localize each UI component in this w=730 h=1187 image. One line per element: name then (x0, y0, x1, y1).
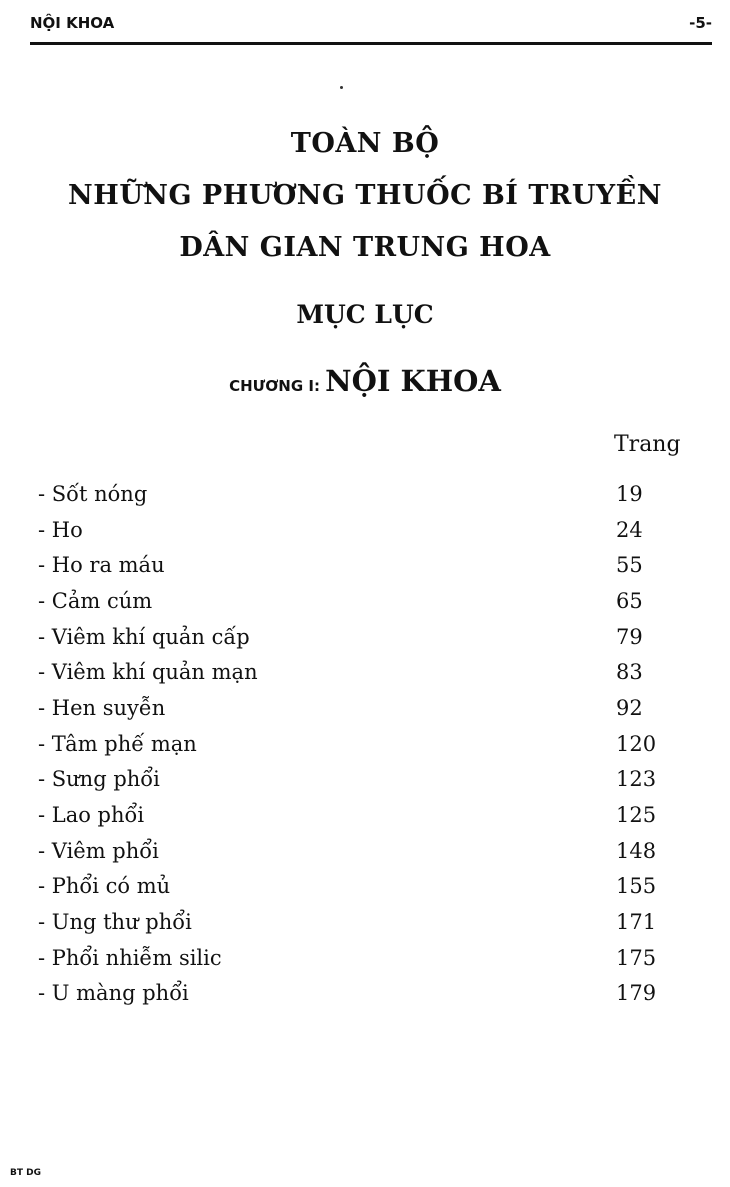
toc-page: 92 (616, 695, 643, 720)
toc-row (38, 690, 698, 726)
page-column-header: Trang (614, 432, 681, 457)
running-header (30, 8, 712, 38)
toc-page: 175 (616, 945, 657, 970)
header-page-number: -5- (689, 14, 712, 32)
title-line-3: DÂN GIAN TRUNG HOA (179, 232, 551, 263)
toc-page: 65 (616, 588, 643, 613)
toc-row (38, 654, 698, 690)
toc-row (38, 797, 698, 833)
footer-imprint: BT DG (10, 1168, 41, 1178)
title-line-2: NHỮNG PHƯƠNG THUỐC BÍ TRUYỀN (68, 180, 662, 211)
toc-row (38, 512, 698, 548)
chapter-name: NỘI KHOA (325, 364, 501, 398)
toc-page: 148 (616, 838, 657, 863)
toc-entry: - Ung thư phổi (38, 910, 192, 935)
title-line-1: TOÀN BỘ (290, 128, 440, 159)
toc-entry: - Viêm khí quản cấp (38, 624, 250, 649)
toc-page: 55 (616, 553, 643, 578)
toc-entry: - Hen suyễn (38, 695, 166, 720)
toc-row (38, 833, 698, 869)
toc-entry: - Cảm cúm (38, 588, 153, 613)
toc-page: 120 (616, 731, 657, 756)
toc-entry: - Ho (38, 517, 83, 542)
toc-row (38, 762, 698, 798)
toc-entry: - Phổi có mủ (38, 874, 171, 899)
toc-page: 24 (616, 517, 643, 542)
toc-page: 125 (616, 803, 657, 828)
toc-row (38, 869, 698, 905)
toc-page: 79 (616, 624, 643, 649)
table-of-contents-heading: MỤC LỤC (296, 300, 434, 329)
toc-entry: - Lao phổi (38, 803, 145, 828)
header-section: NỘI KHOA (30, 14, 115, 32)
toc-row (38, 904, 698, 940)
toc-row (38, 619, 698, 655)
book-title (0, 118, 730, 274)
header-rule (30, 42, 712, 45)
toc-entry: - Viêm khí quản mạn (38, 660, 258, 685)
toc-row (38, 476, 698, 512)
stray-dot (340, 86, 343, 89)
toc-entry: - U màng phổi (38, 981, 189, 1006)
toc-entry: - Ho ra máu (38, 553, 165, 578)
toc-page: 179 (616, 981, 657, 1006)
toc-page: 83 (616, 660, 643, 685)
toc-row (38, 976, 698, 1012)
toc-entry: - Tâm phế mạn (38, 731, 197, 756)
toc-page: 19 (616, 481, 643, 506)
toc-page: 123 (616, 767, 657, 792)
toc-entry: - Sưng phổi (38, 767, 160, 792)
toc-page: 171 (616, 910, 657, 935)
chapter-heading (0, 364, 730, 398)
toc-entry: - Phổi nhiễm silic (38, 945, 222, 970)
toc-list (38, 476, 698, 1011)
toc-row (38, 940, 698, 976)
toc-row (38, 583, 698, 619)
toc-page: 155 (616, 874, 657, 899)
toc-entry: - Sốt nóng (38, 481, 148, 506)
toc-row (38, 726, 698, 762)
toc-row (38, 547, 698, 583)
toc-entry: - Viêm phổi (38, 838, 159, 863)
chapter-prefix: CHƯƠNG I: (229, 377, 320, 395)
